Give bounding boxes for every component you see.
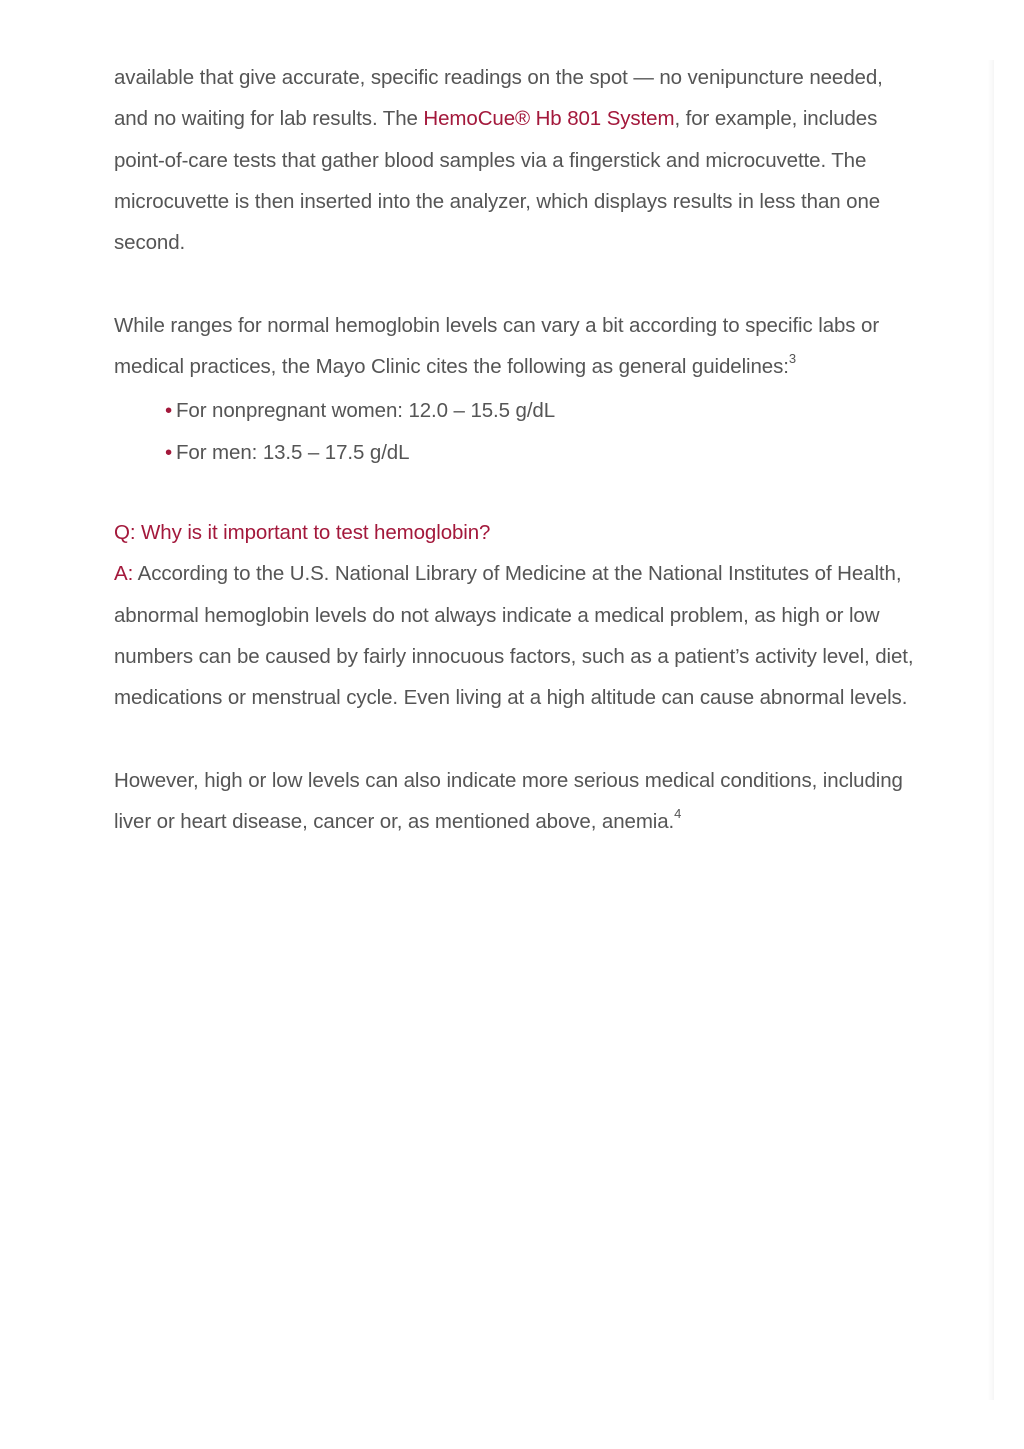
qa-section [114, 512, 944, 718]
bullet-icon: • [165, 440, 173, 464]
text-line [114, 98, 944, 139]
paragraph-spacer [114, 263, 944, 304]
paragraph-spacer [114, 473, 944, 512]
paragraph-normal-ranges [114, 305, 944, 388]
page-edge-shadow [988, 60, 994, 1400]
bullet-icon: • [165, 399, 173, 423]
guidelines-list [114, 390, 944, 473]
text-line: numbers can be caused by fairly innocuous factors, such as a patient’s activity level, diet, [114, 644, 914, 668]
text-line: point-of-care tests that gather blood samples via a fingerstick and microcuvette. The [114, 148, 867, 172]
text-line [114, 801, 944, 842]
text-line: While ranges for normal hemoglobin levels can vary a bit according to specific labs or [114, 313, 880, 337]
text-line: abnormal hemoglobin levels do not always indicate a medical problem, as high or low [114, 603, 880, 627]
paragraph-spacer [114, 718, 944, 759]
question-heading: Q: Why is it important to test hemoglobin? [114, 520, 491, 544]
paragraph-point-of-care [114, 57, 944, 263]
text-line [114, 346, 944, 387]
list-item [114, 390, 944, 431]
list-item [114, 432, 944, 473]
list-item-text: For nonpregnant women: 12.0 – 15.5 g/dL [176, 399, 556, 423]
text-line: second. [114, 231, 186, 255]
text-segment: medical practices, the Mayo Clinic cites the following as general guidelines: [114, 355, 789, 379]
text-segment: , for example, includes [674, 107, 878, 131]
text-segment: and no waiting for lab results. The [114, 107, 424, 131]
text-line: medications or menstrual cycle. Even living at a high altitude can cause abnormal levels. [114, 686, 908, 710]
text-line: microcuvette is then inserted into the analyzer, which displays results in less than one [114, 189, 881, 213]
footnote-reference: 4 [674, 806, 682, 822]
paragraph-serious-conditions [114, 760, 944, 843]
text-line [114, 553, 944, 594]
text-segment: liver or heart disease, cancer or, as mentioned above, anemia. [114, 810, 675, 834]
article-body [114, 57, 944, 842]
text-line: available that give accurate, specific readings on the spot — no venipuncture needed, [114, 66, 883, 89]
text-segment: According to the U.S. National Library of Medicine at the National Institutes of Health, [133, 562, 902, 586]
hemocue-system-link[interactable]: HemoCue® Hb 801 System [423, 107, 675, 131]
list-item-text: For men: 13.5 – 17.5 g/dL [176, 440, 410, 464]
footnote-reference: 3 [788, 351, 796, 367]
text-line: However, high or low levels can also indicate more serious medical conditions, including [114, 768, 903, 792]
answer-label: A: [114, 562, 134, 586]
